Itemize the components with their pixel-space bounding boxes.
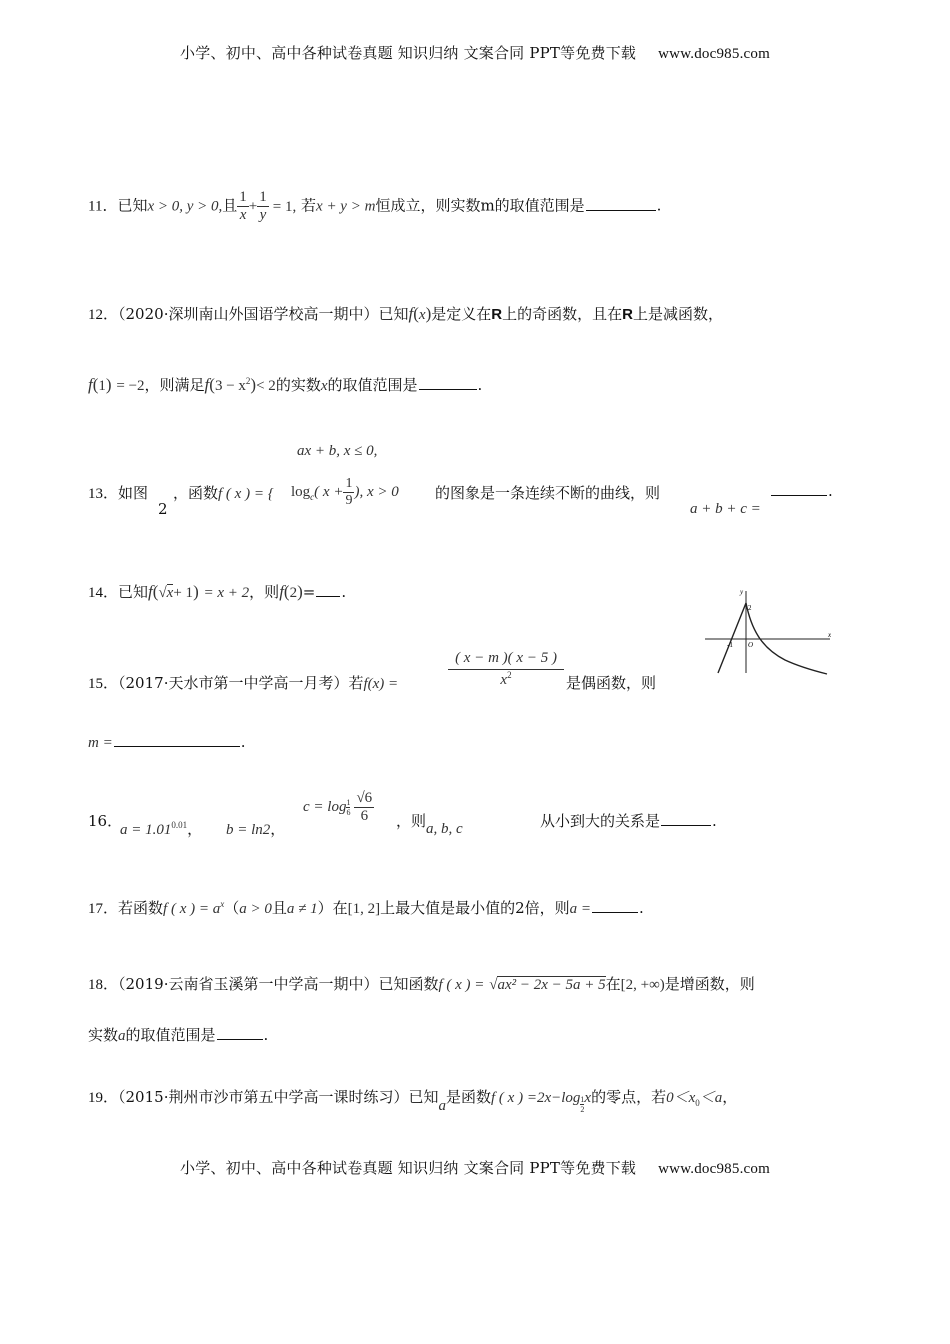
question-14: 14．已知f(√x+ 1) = x + 2，则f(2)= .: [88, 582, 347, 601]
q18-text-5: 的取值范围是: [125, 1026, 216, 1044]
q14-text-1: 已知: [118, 583, 149, 601]
q11-text-2: 且: [222, 196, 238, 215]
q11-plus: +: [248, 198, 258, 215]
q12-text-6: 的实数: [275, 376, 321, 394]
q13-case-2: $\log_c$( x + $\frac{1}{9}$ ), x > 0: [291, 476, 399, 508]
q12-f-arg: x: [418, 307, 426, 323]
q18-end: .: [263, 1026, 269, 1044]
q11-inequality: x + y > m: [316, 198, 376, 215]
q13-number: 13．: [88, 486, 119, 502]
question-18: [88, 973, 755, 994]
q12-text-1: 已知: [378, 305, 409, 323]
question-17: [88, 897, 644, 918]
q12-answer-blank[interactable]: [419, 388, 477, 390]
q11-condition: x > 0, y > 0,: [147, 198, 223, 215]
q19-condition: 0＜x: [666, 1090, 696, 1106]
q19-log-base: $\frac{1}{2}$: [580, 1095, 585, 1114]
q11-text-1: 已知: [117, 196, 148, 215]
q12-text-5: ，则满足: [144, 376, 205, 394]
q18-a: a: [118, 1028, 126, 1044]
graph-mark-neg1: -1: [727, 641, 733, 649]
q11-equals: = 1,: [272, 198, 297, 215]
q19-text-3: 的零点，若: [591, 1088, 667, 1106]
q15-answer: [88, 733, 246, 752]
q14-expr-tail: + 1: [173, 585, 194, 601]
q19-text-2: 是函数: [445, 1088, 491, 1106]
q13-formula: [173, 482, 274, 503]
graph-mark-origin: O: [748, 641, 754, 649]
q12-text-3: 上的奇函数，且在: [502, 305, 623, 323]
q17-text-4: ）在: [317, 899, 348, 917]
q14-end: .: [341, 583, 347, 601]
q13-sum: a + b + c =: [690, 501, 761, 517]
q15-fraction: ( x − m )( x − 5 ) $x^2$: [448, 650, 564, 689]
q16-b: b = ln2，: [226, 820, 286, 838]
q12-f: f: [408, 304, 414, 323]
q15-end: .: [240, 733, 246, 751]
q12-text-4: 上是减函数，: [632, 305, 723, 323]
q13-answer-blank[interactable]: [771, 494, 827, 496]
q15-source: （2017·天水市第一中学高一月考）: [118, 674, 349, 692]
q11-text-4: 恒成立，则实数m的取值范围是: [375, 196, 585, 215]
q16-number: 16．: [88, 812, 123, 830]
question-11: [88, 189, 661, 224]
q12-f2-arg: 3 − x: [214, 378, 246, 394]
q14-f2: f: [279, 582, 284, 601]
q11-answer-blank[interactable]: [586, 209, 656, 211]
q13-end: .: [828, 482, 833, 500]
q12-R-2: R: [622, 306, 633, 323]
q12-exponent: 2: [245, 376, 251, 386]
q12-f1: f: [88, 375, 93, 394]
q15-answer-blank[interactable]: [114, 745, 240, 747]
footer-text: 小学、初中、高中各种试卷真题 知识归纳 文案合同 PPT等免费下载: [180, 1159, 637, 1177]
graph-x-label: x: [828, 631, 832, 639]
question-12: 12．（2020·深圳南山外国语学校高一期中）已知f(x)是定义在R上的奇函数，且在R上是减函数，: [88, 304, 723, 323]
q12-text-2: 是定义在: [431, 305, 492, 323]
q16-ask: 从小到大的关系是 .: [540, 812, 717, 830]
q18-text-4: 实数: [88, 1026, 119, 1044]
q18-text-1: 已知函数: [378, 975, 439, 993]
q12-f1-arg: 1: [98, 378, 106, 394]
q14-answer-blank[interactable]: [316, 595, 340, 597]
q15-m: m =: [88, 735, 113, 751]
q11-fraction-2: $\frac{1}{y}$: [259, 189, 267, 223]
q16-text: ，则a, b, c: [396, 812, 463, 837]
q19-end: ，: [722, 1088, 738, 1106]
graph-line-segment: [718, 603, 746, 673]
question-15: [88, 672, 398, 693]
q18-text-2: 在: [605, 975, 621, 993]
q18-text-3: 是增函数，则: [664, 975, 755, 993]
q19-function-tail: x: [584, 1090, 592, 1106]
q15-function: f(x) =: [363, 676, 399, 692]
graph-y-label: y: [740, 588, 744, 596]
q14-text-3: =: [302, 583, 316, 601]
q18-source: （2019·云南省玉溪第一中学高一期中）: [118, 975, 379, 993]
q17-text-3: 且: [271, 899, 287, 917]
q12-f1-value: = −2: [116, 378, 145, 394]
q17-cond-2: a ≠ 1: [286, 901, 318, 917]
q18-number: 18．: [88, 977, 119, 993]
q17-text-2: （: [224, 899, 240, 917]
q13-figure-number: 2: [158, 500, 168, 518]
q19-function: f ( x ) =2x−log: [491, 1090, 581, 1106]
q19-number: 19．: [88, 1090, 119, 1106]
q14-sqrt: √x: [158, 585, 174, 601]
q19-a: a: [438, 1098, 446, 1114]
q18-interval: [2, +∞): [620, 977, 665, 993]
q13-case-1: ax + b, x ≤ 0,: [297, 443, 378, 459]
q15-number: 15．: [88, 676, 119, 692]
q13-answer: [770, 482, 833, 500]
q17-interval: [1, 2]: [347, 901, 381, 917]
q14-text-2: ，则: [249, 583, 280, 601]
q17-text-5: 上最大值是最小值的2倍，则: [380, 899, 570, 917]
header-text: 小学、初中、高中各种试卷真题 知识归纳 文案合同 PPT等免费下载: [180, 44, 637, 62]
function-graph: [700, 585, 835, 680]
question-12-line-2: f(1) = −2，则满足$f(3 - x^2)< 2$的实数x的取值范围是 .: [88, 375, 483, 394]
q12-end: .: [477, 376, 483, 394]
q18-function: f ( x ) =: [438, 977, 485, 993]
question-13: [88, 482, 148, 503]
q17-exponent: x: [220, 899, 225, 909]
q18-sqrt: √ax² − 2x − 5a + 5: [489, 977, 606, 993]
q12-f2: f: [204, 375, 210, 394]
q13-text-1: 如图: [118, 484, 149, 502]
q14-number: 14．: [88, 585, 119, 601]
q14-f2-arg: 2: [289, 585, 298, 601]
q11-fraction-1: $\frac{1}{x}$: [239, 189, 247, 223]
q17-end: .: [639, 899, 644, 917]
graph-mark-2: 2: [748, 604, 752, 612]
q19-condition-sub: 0: [695, 1098, 700, 1108]
q14-f: f: [148, 582, 153, 601]
q12-f2-tail: < 2: [256, 378, 276, 394]
question-19: [88, 1086, 737, 1114]
q16-a: $a = 1.01^{0.01}$，: [120, 820, 203, 838]
q19-text-1: 已知: [408, 1088, 439, 1106]
q11-end: .: [656, 196, 662, 215]
q12-source: （2020·深圳南山外国语学校高一期中）: [118, 305, 379, 323]
q12-variable: x: [320, 378, 328, 394]
q13-function: f ( x ) = {: [218, 486, 274, 502]
q19-condition-tail: ＜a: [699, 1090, 723, 1106]
q19-source: （2015·荆州市沙市第五中学高一课时练习）: [118, 1088, 409, 1106]
q17-answer-blank[interactable]: [592, 911, 638, 913]
q16-c: c = log $\frac{1}{6}$ $\frac{√6}{6}$: [303, 790, 373, 824]
header-url: www.doc985.com: [658, 46, 770, 62]
q11-text-3: 若: [301, 196, 317, 215]
q13-text-2: ，函数: [173, 484, 219, 502]
q17-function: f ( x ) = a: [163, 901, 221, 917]
q17-number: 17．: [88, 901, 119, 917]
q12-number: 12．: [88, 307, 119, 323]
q15-text-1: 若: [348, 674, 364, 692]
footer-url: www.doc985.com: [658, 1161, 770, 1177]
page-footer: [0, 1157, 950, 1178]
q13-text-3: 的图象是一条连续不断的曲线，则: [435, 484, 661, 502]
page-header: [0, 42, 950, 63]
q14-equation: = x + 2: [203, 585, 250, 601]
q12-text-7: 的取值范围是: [327, 376, 418, 394]
question-18-line-2: [88, 1024, 268, 1045]
q16-answer-blank[interactable]: [661, 824, 711, 826]
q15-text-2: 是偶函数，则: [566, 674, 657, 692]
q17-a: a =: [569, 901, 592, 917]
q18-answer-blank[interactable]: [217, 1038, 263, 1040]
q17-cond-1: a > 0: [239, 901, 272, 917]
q17-text-1: 若函数: [118, 899, 164, 917]
q11-number: 11．: [88, 198, 118, 215]
q12-R-1: R: [491, 306, 503, 323]
